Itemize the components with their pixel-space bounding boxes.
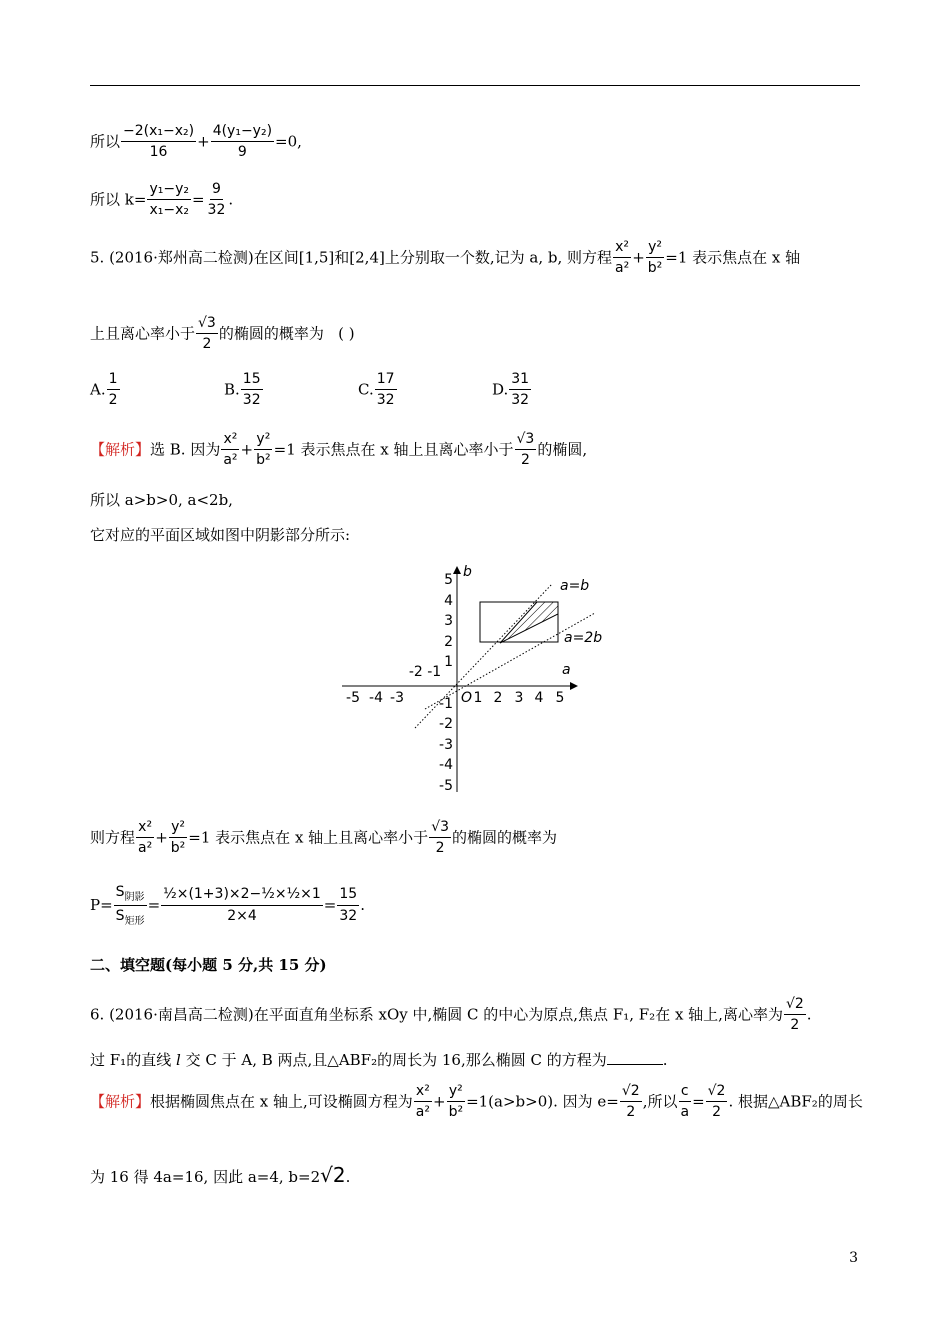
x-axis-arrow-icon <box>570 682 578 690</box>
numerator: 15 <box>241 372 263 390</box>
option-label: C. <box>358 380 374 399</box>
denominator: 2 <box>712 1104 722 1121</box>
text: =0, <box>275 132 302 151</box>
fraction <box>646 240 665 277</box>
fraction <box>206 182 228 219</box>
denominator: 32 <box>511 392 530 409</box>
denominator: 2 <box>520 452 530 469</box>
numerator: 15 <box>337 887 359 905</box>
text: 交 C 于 A, B 两点,且△ABF₂的周长为 16,那么椭圆 C 的方程为 <box>185 1051 607 1069</box>
text: . <box>806 1005 812 1024</box>
option-b <box>224 372 264 409</box>
numerator: y² <box>646 240 664 258</box>
fraction <box>429 820 451 857</box>
derivation-line-1 <box>90 124 302 161</box>
fraction <box>121 124 196 161</box>
equals: = <box>147 895 161 914</box>
text: 所以 k= <box>90 190 147 209</box>
fraction <box>211 124 274 161</box>
equals: = <box>191 190 205 209</box>
denominator: 2 <box>435 840 445 857</box>
text: 则方程 <box>90 828 136 847</box>
text: 选 B. 因为 <box>150 440 221 459</box>
plus: + <box>432 1092 446 1111</box>
question-5-line-2 <box>90 316 355 353</box>
denominator: b² <box>256 452 271 469</box>
numerator: 31 <box>509 372 531 390</box>
denominator: 2 <box>790 1017 800 1034</box>
denominator: a² <box>615 260 630 277</box>
probability-formula <box>90 885 365 927</box>
question-5-line-1 <box>90 240 800 277</box>
text: 的椭圆的概率为 <box>452 828 558 847</box>
option-d <box>492 372 532 409</box>
denominator: 2 <box>626 1104 636 1121</box>
solution-6-line-2 <box>90 1165 350 1185</box>
denominator: x₁−x₂ <box>149 202 189 219</box>
numerator: √3 <box>515 432 537 450</box>
text: =1(a>b>0). 因为 e= <box>466 1092 619 1111</box>
x-tick: 5 <box>555 690 565 706</box>
fraction <box>613 240 631 277</box>
answer-blank <box>607 1052 663 1065</box>
text: 根据椭圆焦点在 x 轴上,可设椭圆方程为 <box>150 1092 413 1111</box>
plus: + <box>155 828 168 847</box>
numerator: y² <box>447 1084 465 1102</box>
axis-label-b: b <box>463 564 472 580</box>
option-label: D. <box>492 380 509 399</box>
option-label: B. <box>224 380 240 399</box>
x-tick: 4 <box>534 690 544 706</box>
x-tick-labels <box>346 664 564 706</box>
numerator: x² <box>414 1084 432 1102</box>
label-a-eq-b: a=b <box>560 578 590 594</box>
answer-paren: ( ) <box>338 324 355 343</box>
denominator: b² <box>170 840 186 857</box>
axis-label-a: a <box>562 662 571 678</box>
y-axis-arrow-icon <box>453 566 461 574</box>
x-tick: -4 <box>369 690 383 706</box>
fraction <box>107 372 120 409</box>
y-tick: 2 <box>444 634 453 650</box>
denominator: 16 <box>149 144 168 161</box>
fraction <box>114 885 147 927</box>
fraction <box>678 1084 691 1121</box>
y-tick: 5 <box>444 572 453 588</box>
fraction <box>241 372 263 409</box>
fraction <box>136 820 154 857</box>
text: 5. (2016·郑州高二检测)在区间[1,5]和[2,4]上分别取一个数,记为 a, b, 则方程 <box>90 248 612 267</box>
equals: = <box>323 895 337 914</box>
denominator: 32 <box>242 392 261 409</box>
fraction <box>620 1084 642 1121</box>
axes <box>342 566 578 792</box>
numerator: x² <box>136 820 154 838</box>
x-tick: -3 <box>390 690 404 706</box>
sqrt-2: √2 <box>320 1163 346 1187</box>
solution-tag: 【解析】 <box>90 440 151 459</box>
fraction <box>509 372 531 409</box>
denominator: a² <box>138 840 153 857</box>
plus: + <box>632 248 645 267</box>
numerator: x² <box>613 240 631 258</box>
y-tick: -3 <box>439 737 453 753</box>
text: 过 F₁的直线 <box>90 1051 172 1069</box>
fraction <box>254 432 273 469</box>
label-a-eq-2b: a=2b <box>564 630 603 646</box>
y-tick: -4 <box>439 757 453 773</box>
denominator: 2×4 <box>227 907 257 924</box>
numerator: √2 <box>706 1084 728 1102</box>
denominator: 2 <box>202 336 212 353</box>
y-tick: 4 <box>444 593 453 609</box>
numerator: ½×(1+3)×2−½×½×1 <box>161 887 323 905</box>
solution-tag: 【解析】 <box>90 1092 151 1111</box>
fraction <box>375 372 397 409</box>
denominator: a² <box>415 1104 430 1121</box>
equals: = <box>692 1092 705 1111</box>
line-symbol: l <box>175 1051 181 1069</box>
text: . <box>228 190 234 209</box>
solution-5-line-4 <box>90 820 557 857</box>
solution-5-line-1 <box>90 432 587 469</box>
y-tick: 3 <box>444 613 453 629</box>
x-tick: -5 <box>346 690 360 706</box>
x-tick: 2 <box>493 690 503 706</box>
fraction <box>515 432 537 469</box>
denominator: 9 <box>237 144 247 161</box>
denominator: b² <box>448 1104 464 1121</box>
fraction <box>147 182 191 219</box>
y-tick: -1 <box>439 696 453 712</box>
line-a-eq-b <box>415 584 552 728</box>
x-tick: 1 <box>473 690 483 706</box>
text: 的椭圆, <box>537 440 588 459</box>
numerator: c <box>679 1084 691 1102</box>
text: . <box>662 1051 668 1069</box>
numerator: 4(y₁−y₂) <box>211 124 274 142</box>
fraction <box>221 432 239 469</box>
derivation-line-2 <box>90 182 233 219</box>
denominator: 32 <box>339 907 358 924</box>
fraction <box>414 1084 432 1121</box>
option-c <box>358 372 398 409</box>
fraction <box>784 997 806 1034</box>
numerator: −2(x₁−x₂) <box>121 124 196 142</box>
numerator: y² <box>254 432 272 450</box>
subscript: 矩形 <box>124 915 145 927</box>
denominator: 32 <box>376 392 395 409</box>
fraction <box>337 887 359 924</box>
denominator: 2 <box>108 392 118 409</box>
s-symbol: S <box>115 907 125 924</box>
numerator: √3 <box>196 316 218 334</box>
numerator: √2 <box>784 997 806 1015</box>
denominator: b² <box>647 260 663 277</box>
x-tick-upper: -2 -1 <box>408 664 442 680</box>
numerator: 9 <box>210 182 223 200</box>
numerator: 1 <box>107 372 120 390</box>
plus: + <box>197 132 210 151</box>
text: 上且离心率小于 <box>90 324 196 343</box>
fraction <box>169 820 188 857</box>
text: =1 表示焦点在 x 轴上且离心率小于 <box>273 440 514 459</box>
page-number: 3 <box>849 1250 858 1266</box>
y-tick: -5 <box>439 778 453 794</box>
denominator <box>114 906 147 927</box>
text: 的椭圆的概率为 <box>218 324 324 343</box>
section-heading: 二、填空题(每小题 5 分,共 15 分) <box>90 956 327 974</box>
solution-6-line-1 <box>90 1084 863 1121</box>
numerator: √2 <box>620 1084 642 1102</box>
text: P= <box>90 895 113 914</box>
question-6-line-2 <box>90 1052 668 1068</box>
y-tick: 1 <box>444 654 453 670</box>
plus: + <box>240 440 254 459</box>
text: =1 表示焦点在 x 轴上且离心率小于 <box>188 828 429 847</box>
text: . <box>360 895 365 914</box>
text: 所以 <box>90 132 121 151</box>
numerator: y² <box>169 820 187 838</box>
fraction <box>196 316 218 353</box>
denominator: 32 <box>207 202 226 219</box>
numerator <box>114 885 147 906</box>
numerator: x² <box>221 432 239 450</box>
text: . <box>345 1168 351 1186</box>
fraction <box>447 1084 466 1121</box>
option-label: A. <box>90 380 106 399</box>
text: 为 16 得 4a=16, 因此 a=4, b=2 <box>90 1168 321 1186</box>
text: . 根据△ABF₂的周长 <box>728 1092 863 1111</box>
origin-label: O <box>461 690 473 706</box>
denominator: a <box>680 1104 690 1121</box>
fraction <box>161 887 323 924</box>
solution-5-line-2: 所以 a>b>0, a<2b, <box>90 491 233 509</box>
question-6-line-1 <box>90 997 812 1034</box>
text: ,所以 <box>642 1092 678 1111</box>
y-tick: -2 <box>439 716 453 732</box>
solution-5-line-3: 它对应的平面区域如图中阴影部分所示: <box>90 526 351 544</box>
fraction <box>706 1084 728 1121</box>
x-tick: 3 <box>514 690 524 706</box>
numerator: y₁−y₂ <box>147 182 191 200</box>
text: 6. (2016·南昌高二检测)在平面直角坐标系 xOy 中,椭圆 C 的中心为原点,焦点 F₁, F₂在 x 轴上,离心率为 <box>90 1005 783 1024</box>
header-rule <box>90 85 860 86</box>
option-a <box>90 372 121 409</box>
region-graph <box>330 562 630 802</box>
s-symbol: S <box>115 884 125 900</box>
denominator: a² <box>223 452 238 469</box>
numerator: 17 <box>375 372 397 390</box>
text: =1 表示焦点在 x 轴 <box>665 248 801 267</box>
y-tick-labels <box>439 572 453 794</box>
subscript: 阴影 <box>124 891 145 903</box>
numerator: √3 <box>429 820 451 838</box>
